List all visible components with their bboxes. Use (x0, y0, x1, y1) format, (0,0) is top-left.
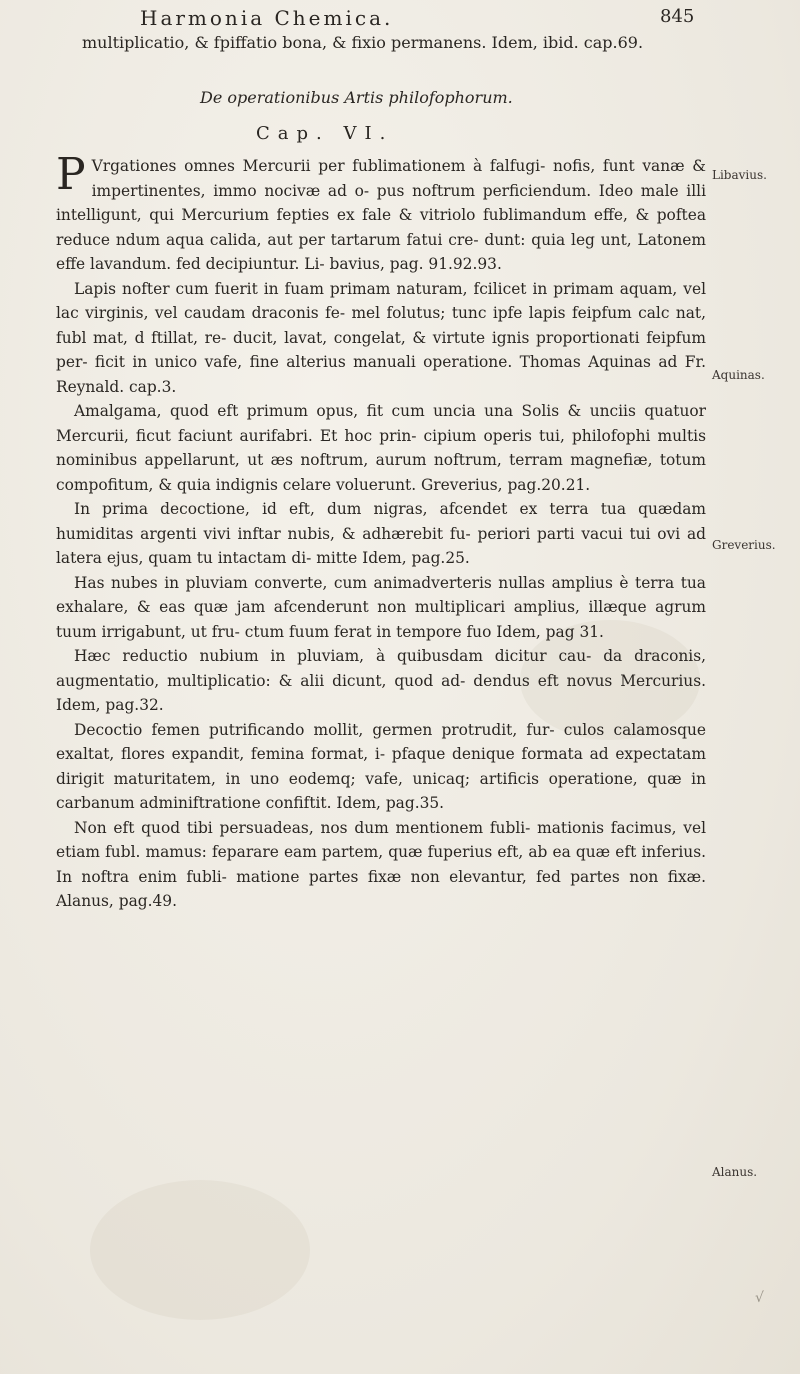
paragraph-text: Hæc reductio nubium in pluviam, à quibusdam dicitur cau- da draconis, augmentatio, multiplicatio: & alii dicunt, quod ad- dendus eft novus Mercurius. Idem, pag.32. (56, 647, 706, 714)
paragraph-text: Amalgama, quod eft primum opus, fit cum uncia una Solis & unciis quatuor Mercurii, ficut faciunt aurifabri. Et hoc prin- cipium operis tui, philofophi multis nominibus appellarunt, ut æs noftrum, aurum noftrum, terram magnefiæ, totum compofitum, & quia indignis celare voluerunt. Greverius, pag.20.21. (56, 402, 706, 494)
paper-stain (90, 1180, 310, 1320)
drop-cap: P (56, 149, 86, 200)
margin-note-greverius: Greverius. (712, 538, 776, 552)
paragraph-text: Non eft quod tibi persuadeas, nos dum mentionem fubli- mationis facimus, vel etiam fubl. mamus: feparare eam partem, quæ fuperius eft, ab ea quæ eft inferius. In noftra enim fubli- matione partes fixæ non elevantur, fed partes non fixæ. Alanus, pag.49. (56, 818, 706, 910)
paragraph (56, 644, 706, 718)
paragraph-text: Decoctio femen putrificando mollit, germen protrudit, fur- culos calamosque exaltat, flores expandit, femina format, i- pfaque denique formata ad expectatam dirigit maturitatem, in uno eodemq; vafe, unicaq; artificis operatione, quæ in carbanum adminiftratione confiftit. Idem, pag.35. (56, 720, 706, 812)
paragraph-text: Lapis nofter cum fuerit in fuam primam naturam, fcilicet in primam aquam, vel lac virginis, vel caudam draconis fe- mel folutus; tunc ipfe lapis feipfum calc nat, fubl mat, d ftillat, re- ducit, lavat, congelat, & virtute ignis proportionati feipfum per- ficit in unico vafe, fine alterius manuali operatione. Thomas Aquinas ad Fr. Reynald. cap.3. (56, 279, 706, 396)
section-title: De operationibus Artis philofophorum. (200, 88, 513, 107)
margin-note-aquinas: Aquinas. (712, 368, 765, 382)
paragraph (56, 497, 706, 571)
paragraph-text: Vrgationes omnes Mercurii per fublimationem à falfugi- nofis, funt vanæ & impertinentes, immo nocivæ ad o- pus noftrum perficiendum. Ideo male illi intelligunt, qui Mercurium fepties ex fale & vitriolo fublimandum effe, & poftea reduce ndum aqua calida, aut per tartarum fatui cre- dunt: quia leg unt, Latonem effe lavandum. fed decipiuntur. Li- bavius, pag. 91.92.93. (56, 157, 706, 273)
margin-note-libavius: Libavius. (712, 168, 767, 182)
paragraph (56, 399, 706, 497)
paragraph (56, 816, 706, 914)
margin-note-alanus: Alanus. (712, 1165, 758, 1179)
pencil-mark-icon: √ (755, 1290, 764, 1306)
page-number: 845 (660, 6, 695, 27)
paragraph-text: In prima decoctione, id eft, dum nigras, afcendet ex terra tua quædam humiditas argenti vivi inftar nubis, & adhærebit fu- periori parti vacui tui ovi ad latera ejus, quam tu intactam di- mitte Idem, pag.25. (56, 500, 706, 567)
paragraph-text: Has nubes in pluviam converte, cum animadverteris nullas amplius è terra tua exhalare, & eas quæ jam afcenderunt non multiplicari amplius, illæque agrum tuum irrigabunt, ut fru- ctum fuum ferat in tempore fuo Idem, pag 31. (56, 573, 706, 641)
running-title: Harmonia Chemica. (140, 6, 394, 30)
paragraph (56, 718, 706, 816)
paragraph (56, 277, 706, 400)
main-text (56, 149, 706, 914)
continued-text: multiplicatio, & fpiffatio bona, & fixio permanens. Idem, ibid. cap.69. (82, 33, 644, 52)
paragraph (56, 571, 706, 645)
paragraph (56, 149, 706, 277)
chapter-heading: Cap. VI. (256, 123, 394, 144)
